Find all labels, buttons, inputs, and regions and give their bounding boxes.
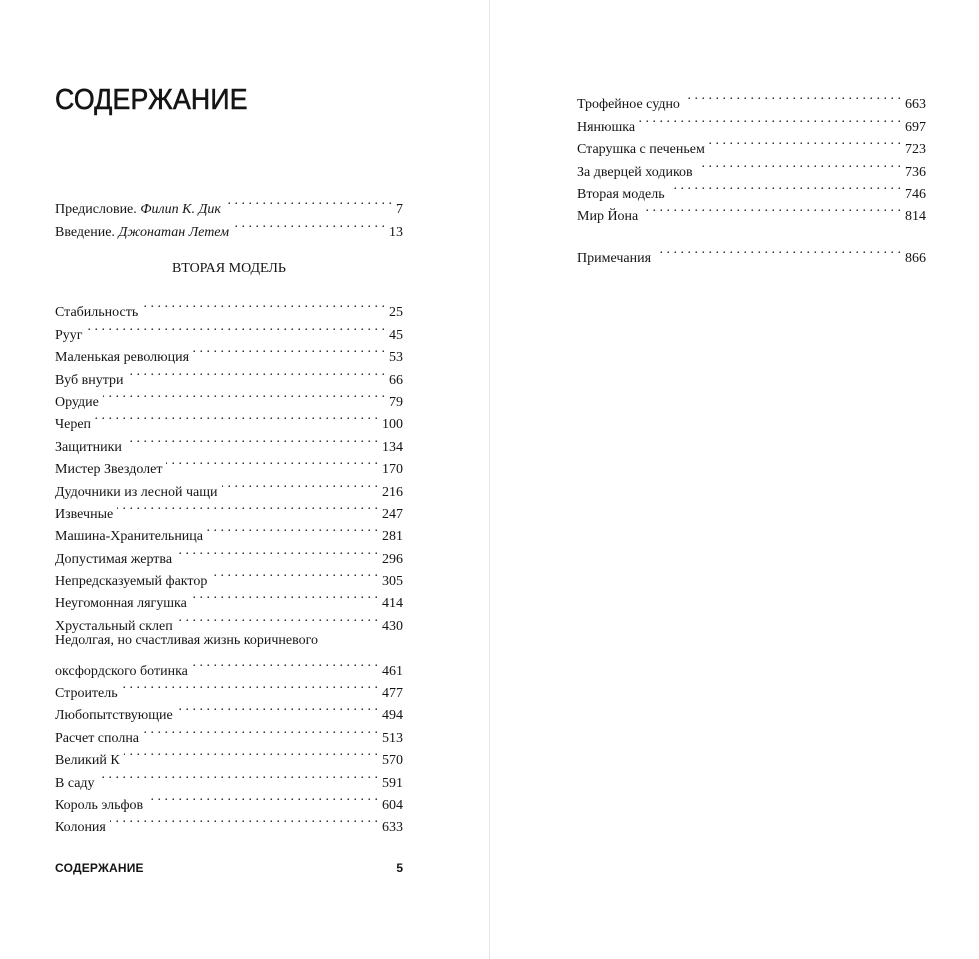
entry-title: Примечания [577, 251, 652, 267]
page-number: 746 [905, 186, 926, 202]
page-number: 25 [389, 305, 403, 321]
dot-leader [207, 518, 378, 540]
entry-title: Трофейное судно [577, 97, 680, 113]
page-number: 66 [389, 372, 403, 388]
toc-entry [55, 406, 403, 433]
dot-leader [193, 339, 385, 361]
entry-label: Введение. [55, 224, 119, 240]
dot-leader [177, 607, 378, 629]
dot-leader [684, 86, 901, 108]
entry-title: Мир Йона [577, 209, 639, 225]
page-number: 866 [905, 251, 926, 267]
entry-title: Стабильность [55, 305, 139, 321]
page-number: 494 [382, 708, 403, 724]
toc-entry-notes [577, 240, 926, 267]
page-number: 736 [905, 164, 926, 180]
entry-title: Орудие [55, 394, 99, 410]
page-number: 723 [905, 142, 926, 158]
dot-leader [192, 652, 378, 674]
dot-leader [225, 191, 392, 213]
page-number: 100 [382, 417, 403, 433]
page-number: 13 [389, 224, 403, 240]
entry-title: Извечные [55, 506, 114, 522]
entry-title: Череп [55, 417, 92, 433]
toc-entry [577, 86, 926, 113]
entry-title: Дудочники из лесной чащи [55, 484, 218, 500]
dot-leader [176, 540, 378, 562]
toc-entry [55, 294, 403, 321]
page-number: 45 [389, 327, 403, 343]
entry-title: Король эльфов [55, 797, 144, 813]
entry-title: Колония [55, 820, 106, 836]
dot-leader [126, 428, 378, 450]
toc-entry-long-line2 [55, 652, 403, 679]
toc-entry [55, 339, 403, 366]
entry-title: Строитель [55, 686, 118, 702]
dot-leader [233, 213, 385, 235]
page-number: 296 [382, 551, 403, 567]
page-number: 170 [382, 462, 403, 478]
entry-label: Предисловие. [55, 202, 141, 218]
page-number: 814 [905, 209, 926, 225]
entry-title: Хрустальный склеп [55, 618, 173, 634]
page-number: 633 [382, 820, 403, 836]
dot-leader [110, 809, 378, 831]
entry-title: Машина-Хранительница [55, 529, 204, 545]
entry-title: Рууг [55, 327, 83, 343]
toc-entry-preface [55, 191, 403, 218]
page-number: 7 [396, 202, 403, 218]
dot-leader [191, 585, 378, 607]
page-number: 216 [382, 484, 403, 500]
toc-entry [55, 316, 403, 343]
dot-leader [669, 176, 901, 198]
page-number: 477 [382, 686, 403, 702]
dot-leader [95, 406, 378, 428]
dot-leader [122, 675, 378, 697]
dot-leader [143, 719, 378, 741]
page-number: 663 [905, 97, 926, 113]
entry-title: Любопытствующие [55, 708, 173, 724]
entry-title: Неугомонная лягушка [55, 596, 187, 612]
page-number: 591 [382, 775, 403, 791]
toc-entry [55, 428, 403, 455]
entry-title: За дверцей ходиков [577, 164, 693, 180]
dot-leader [222, 473, 378, 495]
toc-entry [55, 764, 403, 791]
page-number: 430 [382, 618, 403, 634]
dot-leader [697, 153, 901, 175]
entry-title: Мистер Звездолет [55, 462, 163, 478]
dot-leader [709, 131, 901, 153]
page-number: 513 [382, 730, 403, 746]
page-number: 134 [382, 439, 403, 455]
dot-leader [103, 384, 385, 406]
toc-entry [55, 384, 403, 410]
entry-title: В саду [55, 775, 95, 791]
dot-leader [211, 563, 378, 585]
entry-title: оксфордского ботинка [55, 663, 188, 679]
page-number: 604 [382, 797, 403, 813]
entry-title: Нянюшка [577, 119, 636, 135]
entry-title: Старушка с печеньем [577, 142, 705, 158]
dot-leader [127, 361, 385, 383]
dot-leader [166, 451, 378, 473]
page-number: 247 [382, 506, 403, 522]
dot-leader [177, 697, 378, 719]
entry-title: Расчет сполна [55, 730, 140, 746]
entry-title: Маленькая революция [55, 350, 190, 366]
running-footer-label: СОДЕРЖАНИЕ [55, 861, 144, 875]
dot-leader [99, 764, 378, 786]
toc-entry [55, 787, 403, 813]
page-number: 305 [382, 574, 403, 590]
page-number: 697 [905, 119, 926, 135]
page-number: 570 [382, 753, 403, 769]
dot-leader [655, 240, 901, 262]
left-page [0, 0, 489, 959]
entry-title: Великий К [55, 753, 120, 769]
page-number: 414 [382, 596, 403, 612]
toc-list-continued [577, 86, 926, 225]
intro-list [55, 191, 403, 240]
dot-leader [142, 294, 385, 316]
notes-entry-block [577, 240, 926, 267]
entry-title: Вуб внутри [55, 372, 124, 388]
right-page [490, 0, 979, 959]
page-number: 281 [382, 529, 403, 545]
entry-author: Джонатан Летем [118, 224, 230, 240]
dot-leader [87, 316, 385, 338]
entry-title: Допустимая жертва [55, 551, 173, 567]
toc-entry-long-line1: Недолгая, но счастливая жизнь коричневого [55, 632, 318, 648]
dot-leader [642, 198, 901, 220]
page-title: СОДЕРЖАНИЕ [55, 84, 248, 116]
page-number: 79 [389, 394, 403, 410]
entry-title: Защитники [55, 439, 122, 455]
entry-title: Вторая модель [577, 186, 665, 202]
dot-leader [639, 108, 901, 130]
entry-title: Непредсказуемый фактор [55, 574, 208, 590]
dot-leader [117, 496, 378, 518]
folio-page-number: 5 [396, 861, 403, 875]
dot-leader [147, 787, 378, 809]
dot-leader [124, 742, 378, 764]
section-title: ВТОРАЯ МОДЕЛЬ [172, 261, 286, 276]
toc-list [55, 294, 403, 836]
page-number: 53 [389, 350, 403, 366]
entry-author: Филип К. Дик [140, 202, 221, 218]
page-number: 461 [382, 663, 403, 679]
